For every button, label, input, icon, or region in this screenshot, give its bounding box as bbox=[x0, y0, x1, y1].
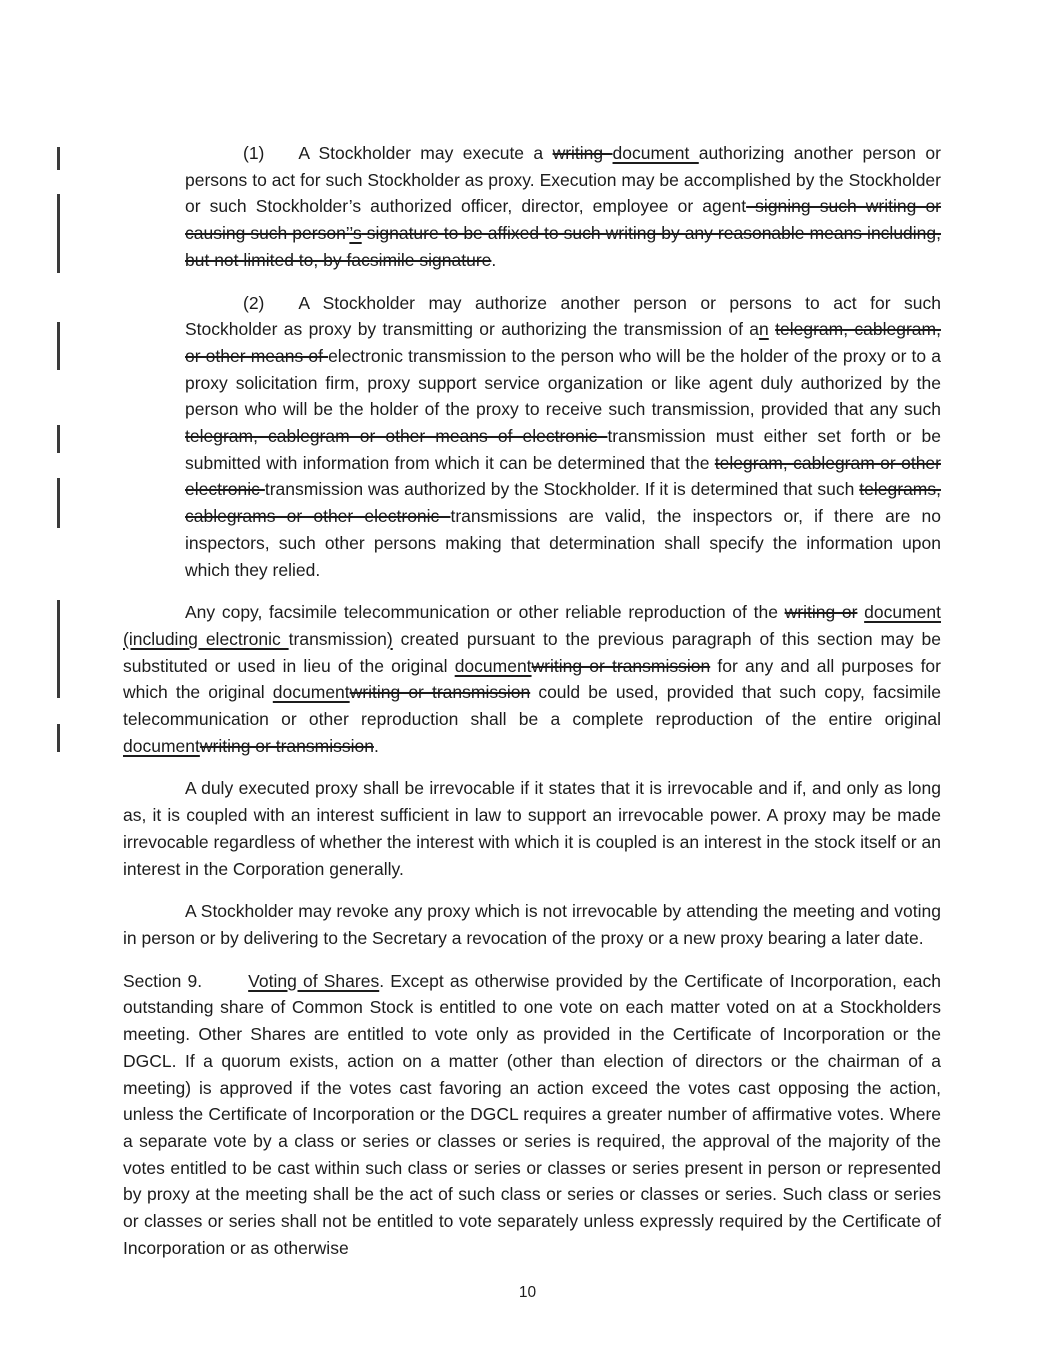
text-run: could be used, provided that such copy, facsimile telecommunication or other reproduction shall be a complete reproduction of the entire original bbox=[123, 682, 942, 730]
text-run: . bbox=[491, 249, 497, 270]
deleted-text-run: writing bbox=[552, 143, 613, 163]
deleted-text-run: signing such writing or causing such person’ bbox=[185, 196, 942, 244]
text-run: created pursuant to the previous paragraph of this section may be substituted or used in lieu of the original bbox=[123, 628, 942, 676]
inserted-text-run: n bbox=[759, 319, 769, 340]
paragraph bbox=[123, 599, 941, 759]
change-bar bbox=[57, 478, 60, 528]
text-run: Any copy, facsimile telecommunication or other reliable reproduction of the bbox=[185, 602, 785, 623]
text-run: . bbox=[373, 735, 379, 756]
text-run: for any and all purposes for which the original bbox=[123, 655, 941, 703]
text-run: A Stockholder may execute a bbox=[298, 143, 553, 163]
deleted-text-run: writing or transmission bbox=[531, 655, 711, 676]
text-run: transmissions are valid, the inspectors or, if there are no inspectors, such other persons making that determination shall specify the information upon which they relied. bbox=[185, 506, 942, 580]
text-run: transmission was authorized by the Stockholder. If it is determined that such bbox=[264, 479, 860, 500]
inserted-text-run: document bbox=[123, 735, 200, 756]
paragraph bbox=[123, 898, 941, 951]
inserted-text-run: ) bbox=[386, 628, 393, 649]
deleted-text-run: writing or transmission bbox=[199, 735, 374, 756]
paragraph bbox=[123, 968, 941, 1262]
inserted-text-run: document bbox=[272, 682, 350, 703]
text-run: Section 9. bbox=[123, 970, 203, 991]
inserted-text-run: document (including electronic bbox=[123, 602, 941, 649]
deleted-text-run: signature to be affixed to such writing by any reasonable means including, but not limited to, by facsimile signature bbox=[185, 223, 941, 270]
deleted-text-run: telegrams, cablegrams or other electronic bbox=[185, 479, 941, 527]
text-run: A Stockholder may revoke any proxy which is not irrevocable by attending the meeting and voting in person or by delivering to the Secretary a revocation of the proxy or a new proxy bearing a later date. bbox=[123, 901, 941, 948]
text-run: A Stockholder may authorize another person or persons to act for such Stockholder as proxy by transmitting or authorizing the transmission of a bbox=[185, 292, 941, 340]
text-run: (2) bbox=[243, 292, 265, 313]
inserted-text-run: document bbox=[454, 655, 532, 676]
inserted-text-run: Voting of Shares bbox=[248, 970, 380, 991]
change-bar bbox=[57, 147, 60, 170]
text-run: authorizing another person or persons to act for such Stockholder as proxy. Execution may be accomplished by the Stockholder or such Stockholder’s authorized officer, director, employee or agent bbox=[185, 143, 941, 217]
change-bar bbox=[57, 425, 60, 453]
change-bar bbox=[57, 724, 60, 752]
paragraph bbox=[185, 140, 941, 274]
change-bar bbox=[57, 600, 60, 698]
text-run: transmission bbox=[288, 628, 387, 649]
text-run: transmission must either set forth or be submitted with information from which it can be determined that the bbox=[185, 426, 942, 473]
deleted-text-run: writing or transmission bbox=[349, 682, 531, 703]
deleted-text-run: telegram, cablegram or other means of electronic bbox=[185, 426, 608, 447]
deleted-text-run: telegram, cablegram or other electronic bbox=[185, 452, 941, 500]
change-bar bbox=[57, 194, 60, 273]
page-number: 10 bbox=[518, 1284, 537, 1301]
deleted-text-run: telegram, cablegram, or other means of bbox=[185, 319, 941, 366]
change-bar bbox=[57, 322, 60, 370]
text-run: . Except as otherwise provided by the Certificate of Incorporation, each outstanding share of Common Stock is entitled to one vote on each matter voted on at a Stockholders meeting. Other Shares are entitled to vote only as provided in the Certificate of Incorporation or the DGCL. If a quorum exists, action on a matter (other than election of directors or the chairman of a meeting) is approved if the votes cast favoring an action exceed the votes cast opposing the action, unless the Certificate of Incorporation or the DGCL requires a greater number of affirmative votes. Where a separate vote by a class or series or classes or series is required, the approval of the majority of the votes entitled to be cast within such class or series or classes or series present in person or represented by proxy at the meeting shall be the act of such class or series or classes or series. Such class or series or classes or series shall not be entitled to vote separately unless expressly required by the Certificate of Incorporation or as otherwise bbox=[123, 970, 942, 1258]
text-run: electronic transmission to the person who will be the holder of the proxy or to a proxy solicitation firm, proxy support service organization or like agent duly authorized by the person who will be the holder of the proxy to receive such transmission, provided that any such bbox=[185, 345, 941, 420]
paragraph bbox=[123, 775, 941, 882]
text-run: A duly executed proxy shall be irrevocable if it states that it is irrevocable and if, and only as long as, it is coupled with an interest sufficient in law to support an irrevocable power. A proxy may be made irrevocable regardless of whether the interest with which it is coupled is an interest in the stock itself or an interest in the Corporation generally. bbox=[123, 778, 941, 879]
deleted-inserted-text-run: ’s bbox=[349, 223, 362, 244]
text-run: (1) bbox=[243, 143, 265, 163]
document-body bbox=[123, 140, 941, 1277]
inserted-text-run: document bbox=[612, 143, 699, 163]
deleted-text-run: writing or bbox=[784, 602, 858, 623]
paragraph bbox=[185, 290, 941, 584]
